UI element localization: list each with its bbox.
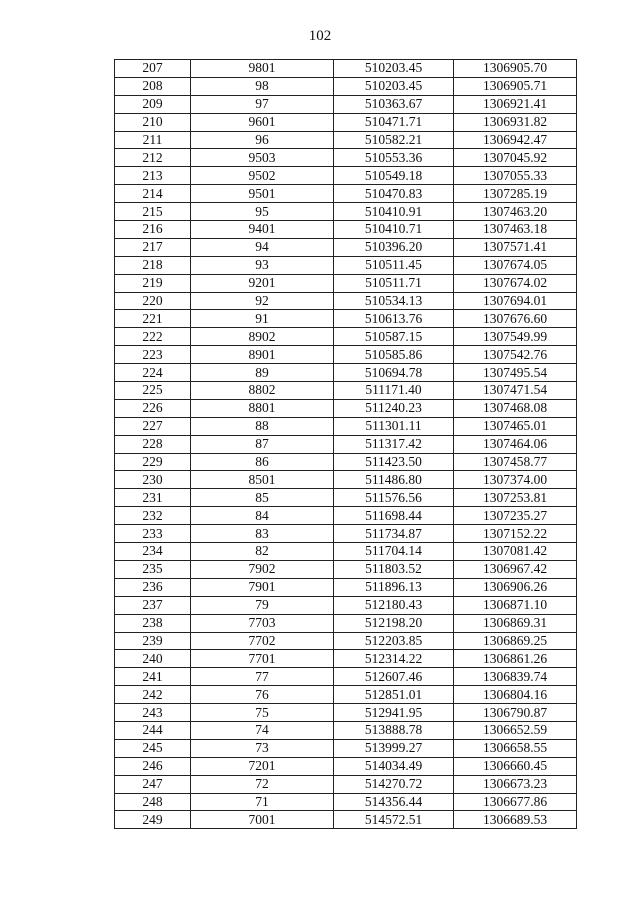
row-index-cell: 237	[115, 596, 191, 614]
table-row	[115, 775, 577, 793]
y-coordinate-cell: 1306861.26	[454, 650, 577, 668]
y-coordinate-cell: 1307253.81	[454, 489, 577, 507]
point-number-cell: 96	[191, 131, 334, 149]
x-coordinate-cell: 511803.52	[334, 560, 454, 578]
row-index-cell: 244	[115, 721, 191, 739]
y-coordinate-cell: 1306804.16	[454, 686, 577, 704]
table-row	[115, 811, 577, 829]
table-row	[115, 417, 577, 435]
row-index-cell: 223	[115, 346, 191, 364]
table-row	[115, 632, 577, 650]
row-index-cell: 216	[115, 221, 191, 239]
table-row	[115, 686, 577, 704]
row-index-cell: 215	[115, 203, 191, 221]
point-number-cell: 91	[191, 310, 334, 328]
point-number-cell: 89	[191, 364, 334, 382]
table-row	[115, 614, 577, 632]
table-row	[115, 221, 577, 239]
point-number-cell: 87	[191, 435, 334, 453]
point-number-cell: 9502	[191, 167, 334, 185]
row-index-cell: 232	[115, 507, 191, 525]
point-number-cell: 94	[191, 238, 334, 256]
point-number-cell: 7001	[191, 811, 334, 829]
point-number-cell: 8902	[191, 328, 334, 346]
row-index-cell: 208	[115, 77, 191, 95]
y-coordinate-cell: 1307468.08	[454, 399, 577, 417]
point-number-cell: 7701	[191, 650, 334, 668]
point-number-cell: 9401	[191, 221, 334, 239]
table-row	[115, 471, 577, 489]
point-number-cell: 8801	[191, 399, 334, 417]
row-index-cell: 222	[115, 328, 191, 346]
point-number-cell: 74	[191, 721, 334, 739]
y-coordinate-cell: 1307464.06	[454, 435, 577, 453]
x-coordinate-cell: 511896.13	[334, 578, 454, 596]
x-coordinate-cell: 512851.01	[334, 686, 454, 704]
row-index-cell: 218	[115, 256, 191, 274]
x-coordinate-cell: 510396.20	[334, 238, 454, 256]
table-row	[115, 435, 577, 453]
y-coordinate-cell: 1307495.54	[454, 364, 577, 382]
y-coordinate-cell: 1306839.74	[454, 668, 577, 686]
x-coordinate-cell: 512314.22	[334, 650, 454, 668]
point-number-cell: 7703	[191, 614, 334, 632]
point-number-cell: 9503	[191, 149, 334, 167]
row-index-cell: 240	[115, 650, 191, 668]
point-number-cell: 76	[191, 686, 334, 704]
y-coordinate-cell: 1306652.59	[454, 721, 577, 739]
table-row	[115, 399, 577, 417]
row-index-cell: 207	[115, 60, 191, 78]
y-coordinate-cell: 1307674.05	[454, 256, 577, 274]
x-coordinate-cell: 510694.78	[334, 364, 454, 382]
y-coordinate-cell: 1306942.47	[454, 131, 577, 149]
point-number-cell: 9201	[191, 274, 334, 292]
table-row	[115, 507, 577, 525]
y-coordinate-cell: 1307549.99	[454, 328, 577, 346]
y-coordinate-cell: 1307465.01	[454, 417, 577, 435]
x-coordinate-cell: 510613.76	[334, 310, 454, 328]
row-index-cell: 249	[115, 811, 191, 829]
point-number-cell: 95	[191, 203, 334, 221]
x-coordinate-cell: 514034.49	[334, 757, 454, 775]
x-coordinate-cell: 514572.51	[334, 811, 454, 829]
row-index-cell: 239	[115, 632, 191, 650]
table-row	[115, 704, 577, 722]
x-coordinate-cell: 512198.20	[334, 614, 454, 632]
table-row	[115, 364, 577, 382]
row-index-cell: 209	[115, 95, 191, 113]
point-number-cell: 97	[191, 95, 334, 113]
table-row	[115, 310, 577, 328]
x-coordinate-cell: 510582.21	[334, 131, 454, 149]
y-coordinate-cell: 1306871.10	[454, 596, 577, 614]
y-coordinate-cell: 1307542.76	[454, 346, 577, 364]
y-coordinate-cell: 1306677.86	[454, 793, 577, 811]
x-coordinate-cell: 512607.46	[334, 668, 454, 686]
y-coordinate-cell: 1306790.87	[454, 704, 577, 722]
row-index-cell: 226	[115, 399, 191, 417]
point-number-cell: 75	[191, 704, 334, 722]
table-row	[115, 149, 577, 167]
point-number-cell: 92	[191, 292, 334, 310]
row-index-cell: 238	[115, 614, 191, 632]
point-number-cell: 7901	[191, 578, 334, 596]
x-coordinate-cell: 510410.71	[334, 221, 454, 239]
x-coordinate-cell: 511171.40	[334, 382, 454, 400]
x-coordinate-cell: 510471.71	[334, 113, 454, 131]
table-row	[115, 525, 577, 543]
table-row	[115, 203, 577, 221]
point-number-cell: 85	[191, 489, 334, 507]
x-coordinate-cell: 514356.44	[334, 793, 454, 811]
table-row	[115, 328, 577, 346]
x-coordinate-cell: 510534.13	[334, 292, 454, 310]
x-coordinate-cell: 510470.83	[334, 185, 454, 203]
row-index-cell: 231	[115, 489, 191, 507]
x-coordinate-cell: 511576.56	[334, 489, 454, 507]
row-index-cell: 217	[115, 238, 191, 256]
point-number-cell: 77	[191, 668, 334, 686]
table-row	[115, 668, 577, 686]
point-number-cell: 8901	[191, 346, 334, 364]
x-coordinate-cell: 510363.67	[334, 95, 454, 113]
row-index-cell: 236	[115, 578, 191, 596]
y-coordinate-cell: 1306869.31	[454, 614, 577, 632]
row-index-cell: 248	[115, 793, 191, 811]
x-coordinate-cell: 510203.45	[334, 60, 454, 78]
row-index-cell: 245	[115, 739, 191, 757]
y-coordinate-cell: 1307055.33	[454, 167, 577, 185]
table-row	[115, 560, 577, 578]
row-index-cell: 213	[115, 167, 191, 185]
coordinates-table	[114, 59, 577, 829]
y-coordinate-cell: 1307152.22	[454, 525, 577, 543]
table-row	[115, 757, 577, 775]
point-number-cell: 79	[191, 596, 334, 614]
y-coordinate-cell: 1306906.26	[454, 578, 577, 596]
x-coordinate-cell: 510410.91	[334, 203, 454, 221]
point-number-cell: 9601	[191, 113, 334, 131]
x-coordinate-cell: 511734.87	[334, 525, 454, 543]
table-row	[115, 346, 577, 364]
table-row	[115, 95, 577, 113]
row-index-cell: 221	[115, 310, 191, 328]
row-index-cell: 214	[115, 185, 191, 203]
table-row	[115, 292, 577, 310]
x-coordinate-cell: 510511.71	[334, 274, 454, 292]
y-coordinate-cell: 1306905.70	[454, 60, 577, 78]
y-coordinate-cell: 1306921.41	[454, 95, 577, 113]
row-index-cell: 241	[115, 668, 191, 686]
row-index-cell: 227	[115, 417, 191, 435]
point-number-cell: 7702	[191, 632, 334, 650]
point-number-cell: 93	[191, 256, 334, 274]
y-coordinate-cell: 1307374.00	[454, 471, 577, 489]
x-coordinate-cell: 512941.95	[334, 704, 454, 722]
row-index-cell: 243	[115, 704, 191, 722]
point-number-cell: 8802	[191, 382, 334, 400]
point-number-cell: 9801	[191, 60, 334, 78]
table-row	[115, 596, 577, 614]
point-number-cell: 86	[191, 453, 334, 471]
y-coordinate-cell: 1306689.53	[454, 811, 577, 829]
point-number-cell: 83	[191, 525, 334, 543]
y-coordinate-cell: 1307081.42	[454, 543, 577, 561]
x-coordinate-cell: 511423.50	[334, 453, 454, 471]
x-coordinate-cell: 510553.36	[334, 149, 454, 167]
point-number-cell: 71	[191, 793, 334, 811]
x-coordinate-cell: 510511.45	[334, 256, 454, 274]
y-coordinate-cell: 1307676.60	[454, 310, 577, 328]
x-coordinate-cell: 511704.14	[334, 543, 454, 561]
point-number-cell: 73	[191, 739, 334, 757]
y-coordinate-cell: 1307694.01	[454, 292, 577, 310]
row-index-cell: 247	[115, 775, 191, 793]
row-index-cell: 225	[115, 382, 191, 400]
table-row	[115, 60, 577, 78]
row-index-cell: 212	[115, 149, 191, 167]
row-index-cell: 230	[115, 471, 191, 489]
x-coordinate-cell: 512203.85	[334, 632, 454, 650]
y-coordinate-cell: 1307471.54	[454, 382, 577, 400]
row-index-cell: 219	[115, 274, 191, 292]
x-coordinate-cell: 510549.18	[334, 167, 454, 185]
row-index-cell: 229	[115, 453, 191, 471]
y-coordinate-cell: 1307045.92	[454, 149, 577, 167]
table-row	[115, 382, 577, 400]
point-number-cell: 72	[191, 775, 334, 793]
table-row	[115, 721, 577, 739]
point-number-cell: 84	[191, 507, 334, 525]
table-row	[115, 131, 577, 149]
table-row	[115, 274, 577, 292]
row-index-cell: 235	[115, 560, 191, 578]
y-coordinate-cell: 1306869.25	[454, 632, 577, 650]
table-row	[115, 739, 577, 757]
row-index-cell: 220	[115, 292, 191, 310]
point-number-cell: 7902	[191, 560, 334, 578]
point-number-cell: 88	[191, 417, 334, 435]
x-coordinate-cell: 510587.15	[334, 328, 454, 346]
point-number-cell: 7201	[191, 757, 334, 775]
row-index-cell: 242	[115, 686, 191, 704]
x-coordinate-cell: 510203.45	[334, 77, 454, 95]
row-index-cell: 211	[115, 131, 191, 149]
row-index-cell: 233	[115, 525, 191, 543]
y-coordinate-cell: 1306967.42	[454, 560, 577, 578]
x-coordinate-cell: 513999.27	[334, 739, 454, 757]
table-row	[115, 113, 577, 131]
y-coordinate-cell: 1306658.55	[454, 739, 577, 757]
y-coordinate-cell: 1307285.19	[454, 185, 577, 203]
x-coordinate-cell: 514270.72	[334, 775, 454, 793]
y-coordinate-cell: 1307458.77	[454, 453, 577, 471]
x-coordinate-cell: 511240.23	[334, 399, 454, 417]
x-coordinate-cell: 512180.43	[334, 596, 454, 614]
point-number-cell: 8501	[191, 471, 334, 489]
table-row	[115, 489, 577, 507]
y-coordinate-cell: 1306931.82	[454, 113, 577, 131]
y-coordinate-cell: 1307571.41	[454, 238, 577, 256]
point-number-cell: 9501	[191, 185, 334, 203]
table-row	[115, 543, 577, 561]
y-coordinate-cell: 1307463.20	[454, 203, 577, 221]
row-index-cell: 224	[115, 364, 191, 382]
table-row	[115, 578, 577, 596]
x-coordinate-cell: 511301.11	[334, 417, 454, 435]
table-row	[115, 167, 577, 185]
y-coordinate-cell: 1307463.18	[454, 221, 577, 239]
y-coordinate-cell: 1306905.71	[454, 77, 577, 95]
table-row	[115, 793, 577, 811]
coordinates-table-body	[115, 60, 577, 829]
x-coordinate-cell: 510585.86	[334, 346, 454, 364]
x-coordinate-cell: 511698.44	[334, 507, 454, 525]
table-row	[115, 650, 577, 668]
x-coordinate-cell: 513888.78	[334, 721, 454, 739]
row-index-cell: 234	[115, 543, 191, 561]
table-row	[115, 453, 577, 471]
x-coordinate-cell: 511317.42	[334, 435, 454, 453]
y-coordinate-cell: 1306660.45	[454, 757, 577, 775]
y-coordinate-cell: 1306673.23	[454, 775, 577, 793]
table-row	[115, 256, 577, 274]
y-coordinate-cell: 1307674.02	[454, 274, 577, 292]
table-row	[115, 185, 577, 203]
table-row	[115, 238, 577, 256]
row-index-cell: 246	[115, 757, 191, 775]
row-index-cell: 228	[115, 435, 191, 453]
table-row	[115, 77, 577, 95]
point-number-cell: 82	[191, 543, 334, 561]
y-coordinate-cell: 1307235.27	[454, 507, 577, 525]
page-number: 102	[308, 28, 332, 44]
row-index-cell: 210	[115, 113, 191, 131]
x-coordinate-cell: 511486.80	[334, 471, 454, 489]
point-number-cell: 98	[191, 77, 334, 95]
